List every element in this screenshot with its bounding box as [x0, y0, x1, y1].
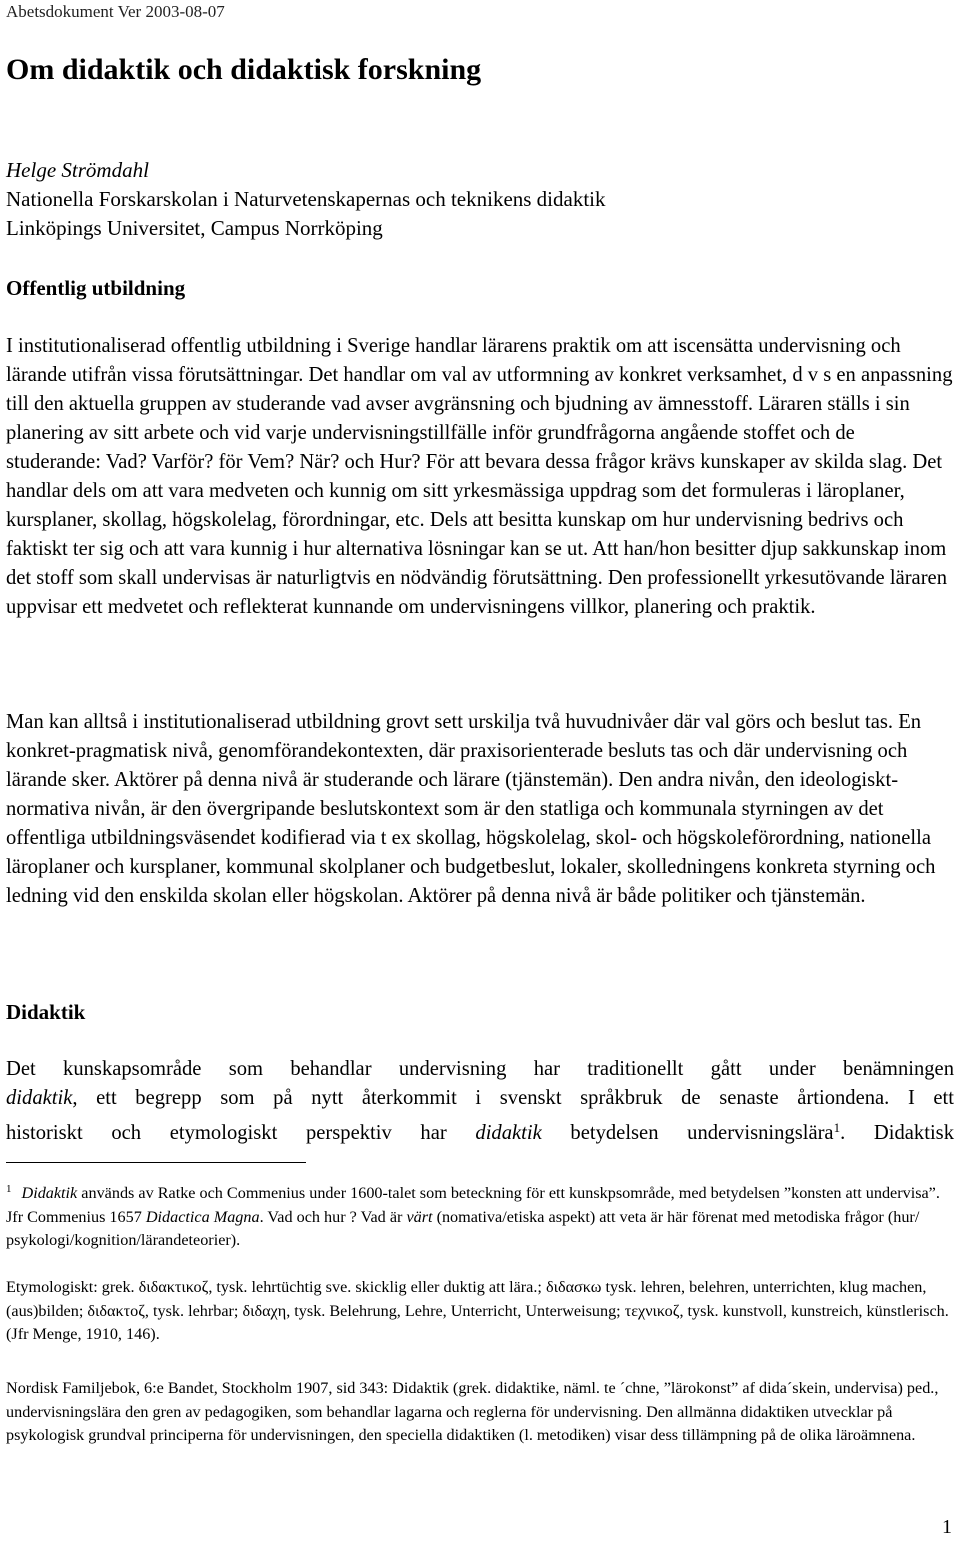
footnote-1 [6, 1178, 954, 1253]
author-name: Helge Strömdahl [6, 158, 149, 182]
paragraph-offentlig-2: Man kan alltså i institutionaliserad utbildning grovt sett urskilja två huvudnivåer där val görs och beslut tas. En konkret-pragmatisk nivå, genomförandekontexten, där praxisorienterade besluts tas och där undervisning och lärande sker. Aktörer på denna nivå är studerande och lärare (tjänstemän). Den andra nivån, den ideologiskt-normativa nivån, är den övergripande beslutskontext som är den statliga och kommunala styrningen av det offentliga utbildningsväsendet kodifierad via t ex skollag, högskolelag, skol- och högskoleförordning, nationella läroplaner och kursplaner, kommunal skolplaner och budgetbeslut, lokaler, skolledningens konkreta styrning och ledning vid den enskilda skolan eller högskolan. Aktörer på denna nivå är både politiker och tjänstemän. [6, 711, 936, 907]
didaktik-line-1: Det kunskapsområde som behandlar undervisning har traditionellt gått under benämningen [6, 1058, 954, 1080]
didaktik-line-3-start: historiskt och etymologiskt perspektiv har [6, 1122, 476, 1144]
author-affiliation-university: Linköpings Universitet, Campus Norrköping [6, 216, 383, 240]
document-title: Om didaktik och didaktisk forskning [6, 53, 482, 86]
paragraph-didaktik-1 [6, 1055, 954, 1148]
footnote-text-3: (nomativa/etiska aspekt) att veta är här förenat med metodiska frågor (hur/ psykologi/kognition/lärandeteorier). [6, 1207, 920, 1249]
footnote-vart: värt [406, 1207, 433, 1226]
section-heading-didaktik: Didaktik [6, 1000, 86, 1024]
footnote-etymology: Etymologiskt: grek. διδακτικοζ, tysk. lehrtüchtig sve. skicklig eller duktig att lära.; διδασκω tysk. lehren, belehren, unterrichten, klug machen, (aus)bilden; διδακτοζ, tysk. lehrbar; διδαχη, tysk. Belehrung, Lehre, Unterricht, Unterweisung; τεχνικοζ, tysk. kunstvoll, kunstreich, künstlerisch. (Jfr Menge, 1910, 146). [6, 1278, 949, 1343]
term-didaktik-2: didaktik [475, 1122, 542, 1144]
page-number: 1 [942, 1516, 952, 1538]
didaktik-line-3 [6, 1113, 954, 1148]
footnote-reference: 1 [833, 1120, 841, 1135]
didaktik-line-2 [6, 1084, 954, 1113]
paragraph-offentlig-1: I institutionaliserad offentlig utbildning i Sverige handlar lärarens praktik om att iscensätta undervisning och lärande utifrån vissa förutsättningar. Det handlar om val av utformning av konkret verksamhet, d v s en anpassning till den aktuella gruppen av studerande vad avser avgränsning och bjudning av ämnesstoff. Läraren ställs i sin planering av sitt arbete och vid varje undervisningstillfälle inför grundfrågorna angående stoffet och de studerande: Vad? Varför? för Vem? När? och Hur? För att bevara dessa frågor krävs kunskaper av skilda slag. Det handlar dels om att vara medveten och kunnig om sitt yrkesmässiga uppdrag som det formuleras i läroplaner, kursplaner, skollag, högskolelag, förordningar, etc. Dels att besitta kunskap om hur undervisning bedrivs och faktiskt ter sig och att vara kunnig i hur alternativa lösningar kan se ut. Att han/hon besitter djup sakkunskap inom det stoff som skall undervisas är naturligtvis en nödvändig förutsättning. Den professionellt yrkesutövande läraren uppvisar ett medvetet och reflekterat kunnande om undervisningens villkor, planering och praktik. [6, 335, 953, 618]
footnote-nordisk-familjebok: Nordisk Familjebok, 6:e Bandet, Stockholm 1907, sid 343: Didaktik (grek. didaktike, näml. te ´chne, ”lärokonst” af dida´skein, undervisa) ped., undervisningslära den gren av pedagogiken, som behandlar lagarna och reglerna för undervisning. Den allmänna didaktiken utvecklar på psykologisk grundval principerna för undervisningen, den speciella didaktiken (l. metodiken) visar dess tillämpning på de olika läroämnena. [6, 1379, 939, 1444]
footnote-term-didaktik: Didaktik [21, 1184, 78, 1202]
footnote-text-2: . Vad och hur ? Vad är [259, 1207, 407, 1226]
footnote-separator [6, 1162, 306, 1163]
footnote-text-1: används av Ratke och Commenius under 1600-talet som beteckning för ett kunskpsområde, med betydelsen ”konsten att undervisa”. Jfr Commenius 1657 [6, 1184, 940, 1226]
document-version-header: Abetsdokument Ver 2003-08-07 [6, 2, 225, 21]
footnote-didactica-magna: Didactica Magna [145, 1207, 260, 1226]
section-heading-offentlig-utbildning: Offentlig utbildning [6, 276, 186, 300]
didaktik-line-3-mid: betydelsen undervisningslära [541, 1122, 834, 1144]
didaktik-line-2-text: , ett begrepp som på nytt återkommit i svenskt språkbruk de senaste årtiondena. I ett [72, 1087, 954, 1109]
footnote-marker: 1 [6, 1183, 12, 1195]
didaktik-line-3-end: . Didaktisk [840, 1122, 954, 1144]
term-didaktik: didaktik [6, 1087, 73, 1109]
author-block [6, 156, 946, 243]
author-affiliation-school: Nationella Forskarskolan i Naturvetenskapernas och teknikens didaktik [6, 187, 606, 211]
